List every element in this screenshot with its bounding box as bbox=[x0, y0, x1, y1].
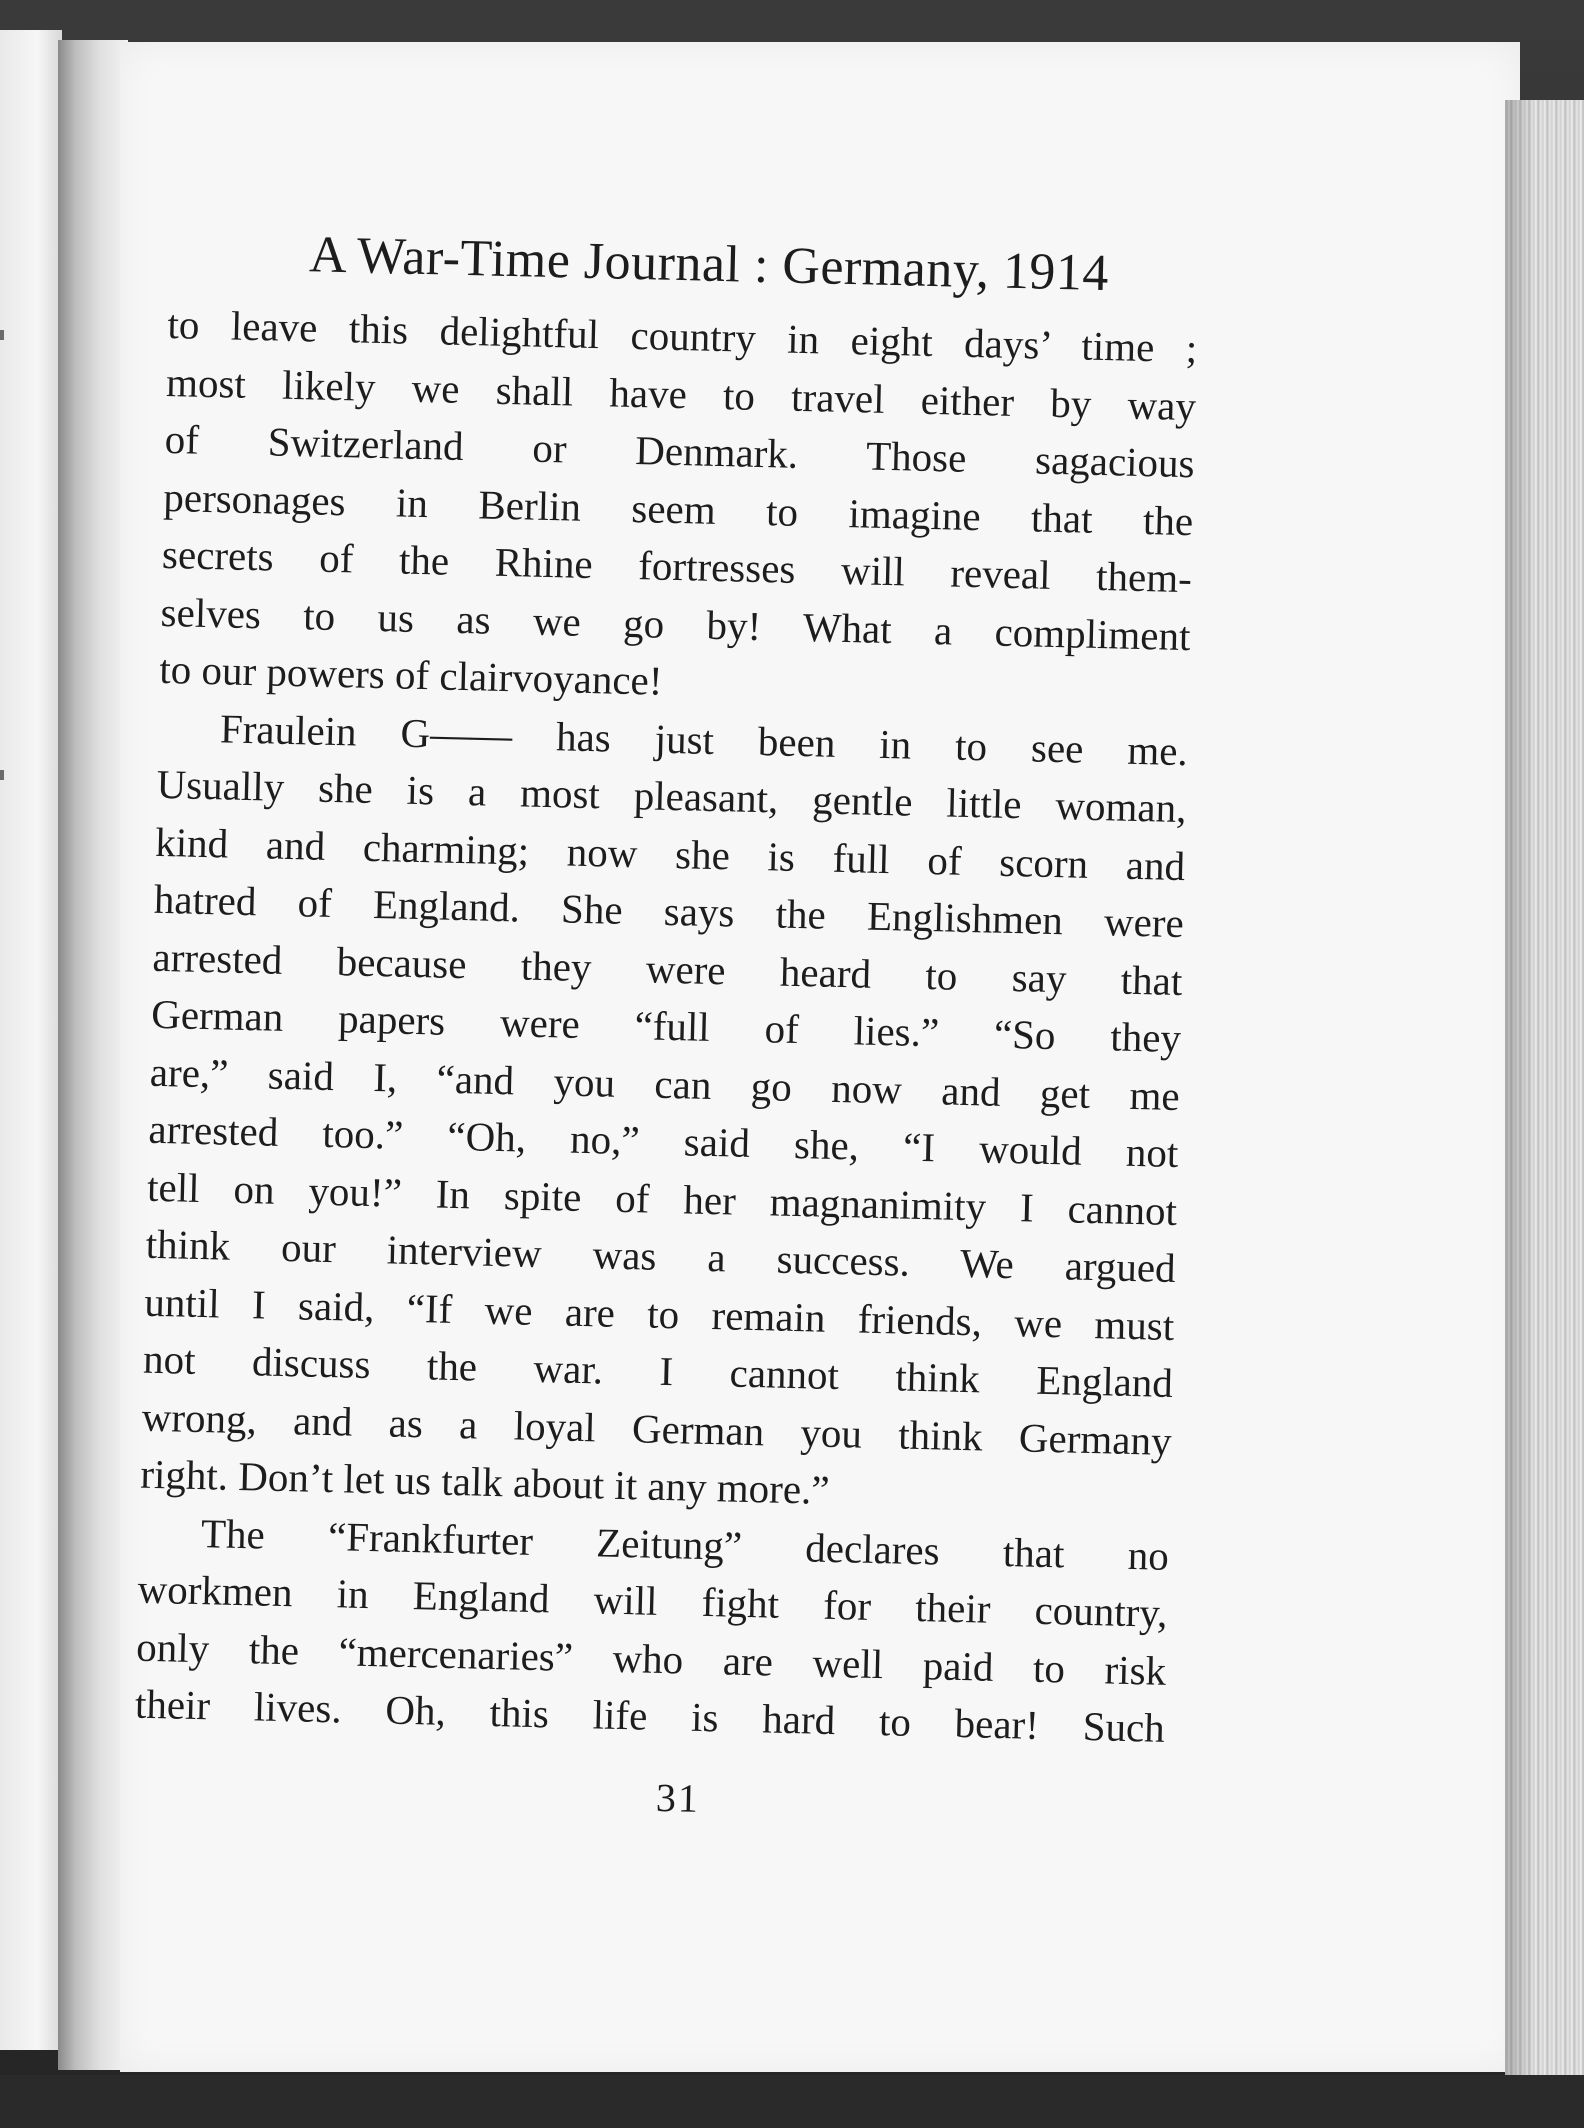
page-number: 31 bbox=[655, 1774, 701, 1821]
scan-bottom-border bbox=[0, 2075, 1584, 2128]
text-line: their lives. Oh, this life is hard to bear! Such bbox=[134, 1680, 1166, 1751]
text-line: most likely we shall have to travel either by way bbox=[165, 358, 1197, 429]
running-head: A War-Time Journal : Germany, 1914 bbox=[308, 226, 1110, 303]
page-text-block bbox=[133, 220, 1200, 1832]
text-line: selves to us as we go by! What a compliment bbox=[160, 588, 1192, 659]
text-line: to leave this delightful country in eight days’ time ; bbox=[167, 300, 1198, 372]
text-line: kind and charming; now she is full of scorn and bbox=[154, 818, 1186, 889]
text-line: wrong, and as a loyal German you think Germany bbox=[141, 1393, 1173, 1464]
text-line: personages in Berlin seem to imagine that the bbox=[162, 473, 1194, 544]
text-line: Fraulein G—— has just been in to see me. bbox=[219, 704, 1189, 774]
text-line: Usually she is a most pleasant, gentle little woman, bbox=[156, 760, 1187, 832]
text-line: right. Don’t let us talk about it any more.” bbox=[139, 1450, 831, 1513]
text-line: tell on you!” In spite of her magnanimity I cannot bbox=[146, 1163, 1178, 1234]
text-line: of Switzerland or Denmark. Those sagacious bbox=[164, 415, 1196, 487]
text-line: think our interview was a success. We argued bbox=[145, 1220, 1177, 1291]
body-text bbox=[134, 296, 1198, 1757]
text-line: The “Frankfurter Zeitung” declares that no bbox=[200, 1509, 1170, 1579]
text-line: workmen in England will fight for their country, bbox=[137, 1565, 1169, 1636]
text-line: arrested too.” “Oh, no,” said she, “I would not bbox=[148, 1105, 1179, 1177]
text-line: until I said, “If we are to remain friends, we must bbox=[143, 1278, 1175, 1349]
text-line: German papers were “full of lies.” “So they bbox=[150, 990, 1182, 1062]
margin-mark bbox=[0, 770, 4, 780]
fore-edge-shadow bbox=[1505, 100, 1535, 2080]
text-line: hatred of England. She says the Englishmen were bbox=[153, 875, 1185, 947]
text-line: only the “mercenaries” who are well paid to risk bbox=[135, 1623, 1167, 1694]
text-line: not discuss the war. I cannot think England bbox=[142, 1335, 1174, 1406]
text-line: are,” said I, “and you can go now and get me bbox=[149, 1048, 1181, 1119]
text-line: arrested because they were heard to say that bbox=[152, 933, 1183, 1004]
text-line: to our powers of clairvoyance! bbox=[158, 645, 664, 704]
margin-mark bbox=[0, 330, 4, 340]
text-line: secrets of the Rhine fortresses will reveal them- bbox=[161, 530, 1193, 602]
book-gutter bbox=[58, 40, 128, 2070]
left-page-edge bbox=[0, 30, 62, 2050]
